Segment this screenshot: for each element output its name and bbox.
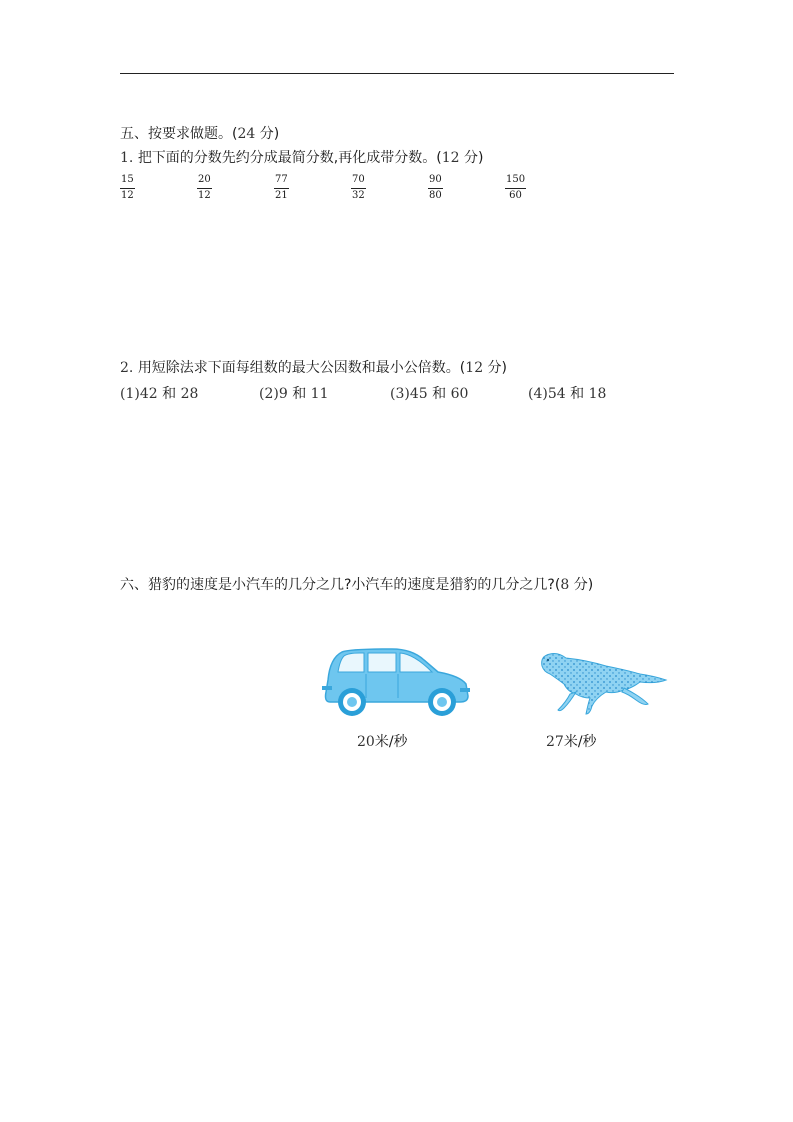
pair-second-number: 60: [450, 386, 469, 402]
car-speed-label: [357, 731, 408, 751]
section-six-heading: [120, 576, 593, 594]
fraction-numerator: 77: [275, 174, 288, 185]
fraction-numerator: 20: [198, 174, 211, 185]
section-five-heading: [120, 125, 279, 143]
fraction-3: [274, 174, 289, 202]
pair-and: 和: [432, 386, 447, 402]
fraction-bar: [351, 188, 366, 189]
number-pair-2: [259, 383, 329, 403]
pair-and: 和: [570, 386, 585, 402]
section-six-score: 8: [560, 577, 570, 593]
header-rule: [120, 73, 674, 74]
pair-second-number: 11: [310, 386, 329, 402]
question-two-score-suffix: 分): [483, 360, 508, 376]
fraction-denominator: 80: [429, 190, 442, 201]
question-one-text: 把下面的分数先约分成最简分数,再化成带分数。(: [137, 150, 442, 166]
fraction-bar: [197, 188, 212, 189]
car-speed-value: 20: [357, 734, 375, 750]
section-six-heading-text: 六、猎豹的速度是小汽车的几分之几?小汽车的速度是猎豹的几分之几?(: [120, 577, 561, 593]
section-five-score-suffix: 分): [255, 126, 280, 142]
number-pair-1: [120, 383, 198, 403]
pair-and: 和: [292, 386, 307, 402]
fraction-numerator: 70: [352, 174, 365, 185]
pair-first-number: 9: [278, 386, 288, 402]
pair-label: (2): [259, 386, 279, 402]
car-speed-unit: 米/秒: [374, 734, 408, 750]
pair-second-number: 28: [180, 386, 199, 402]
section-five-score: 24: [237, 126, 256, 142]
question-two: [120, 359, 507, 377]
question-one-score-suffix: 分): [459, 150, 484, 166]
section-five-heading-text: 五、按要求做题。(: [120, 126, 238, 142]
question-two-score: 12: [465, 360, 484, 376]
question-two-text: 用短除法求下面每组数的最大公因数和最小公倍数。(: [137, 360, 466, 376]
question-one-number: 1.: [120, 150, 134, 166]
cheetah-icon: [536, 644, 670, 718]
cheetah-speed-value: 27: [546, 734, 564, 750]
fraction-denominator: 32: [352, 190, 365, 201]
fraction-denominator: 12: [121, 190, 134, 201]
question-one: [120, 149, 483, 167]
fraction-numerator: 15: [121, 174, 134, 185]
pair-second-number: 18: [588, 386, 607, 402]
cheetah-speed-unit: 米/秒: [563, 734, 597, 750]
fraction-numerator: 90: [429, 174, 442, 185]
number-pair-4: [528, 383, 606, 403]
fraction-5: [428, 174, 443, 202]
number-pair-3: [390, 383, 468, 403]
pair-first-number: 42: [139, 386, 158, 402]
fraction-6: [505, 174, 526, 202]
fraction-4: [351, 174, 366, 202]
fraction-denominator: 21: [275, 190, 288, 201]
fraction-1: [120, 174, 135, 202]
pair-label: (1): [120, 386, 140, 402]
fraction-denominator: 12: [198, 190, 211, 201]
pair-and: 和: [162, 386, 177, 402]
fraction-numerator: 150: [506, 174, 526, 185]
cheetah-speed-label: [546, 731, 597, 751]
fraction-bar: [120, 188, 135, 189]
pair-first-number: 45: [409, 386, 428, 402]
pair-label: (4): [528, 386, 548, 402]
fraction-denominator: 60: [509, 190, 522, 201]
fraction-bar: [428, 188, 443, 189]
pair-first-number: 54: [547, 386, 566, 402]
pair-label: (3): [390, 386, 410, 402]
fraction-bar: [274, 188, 289, 189]
question-two-number: 2.: [120, 360, 134, 376]
car-icon: [320, 646, 472, 718]
fraction-2: [197, 174, 212, 202]
fraction-bar: [505, 188, 526, 189]
question-one-score: 12: [441, 150, 460, 166]
section-six-score-suffix: 分): [569, 577, 594, 593]
